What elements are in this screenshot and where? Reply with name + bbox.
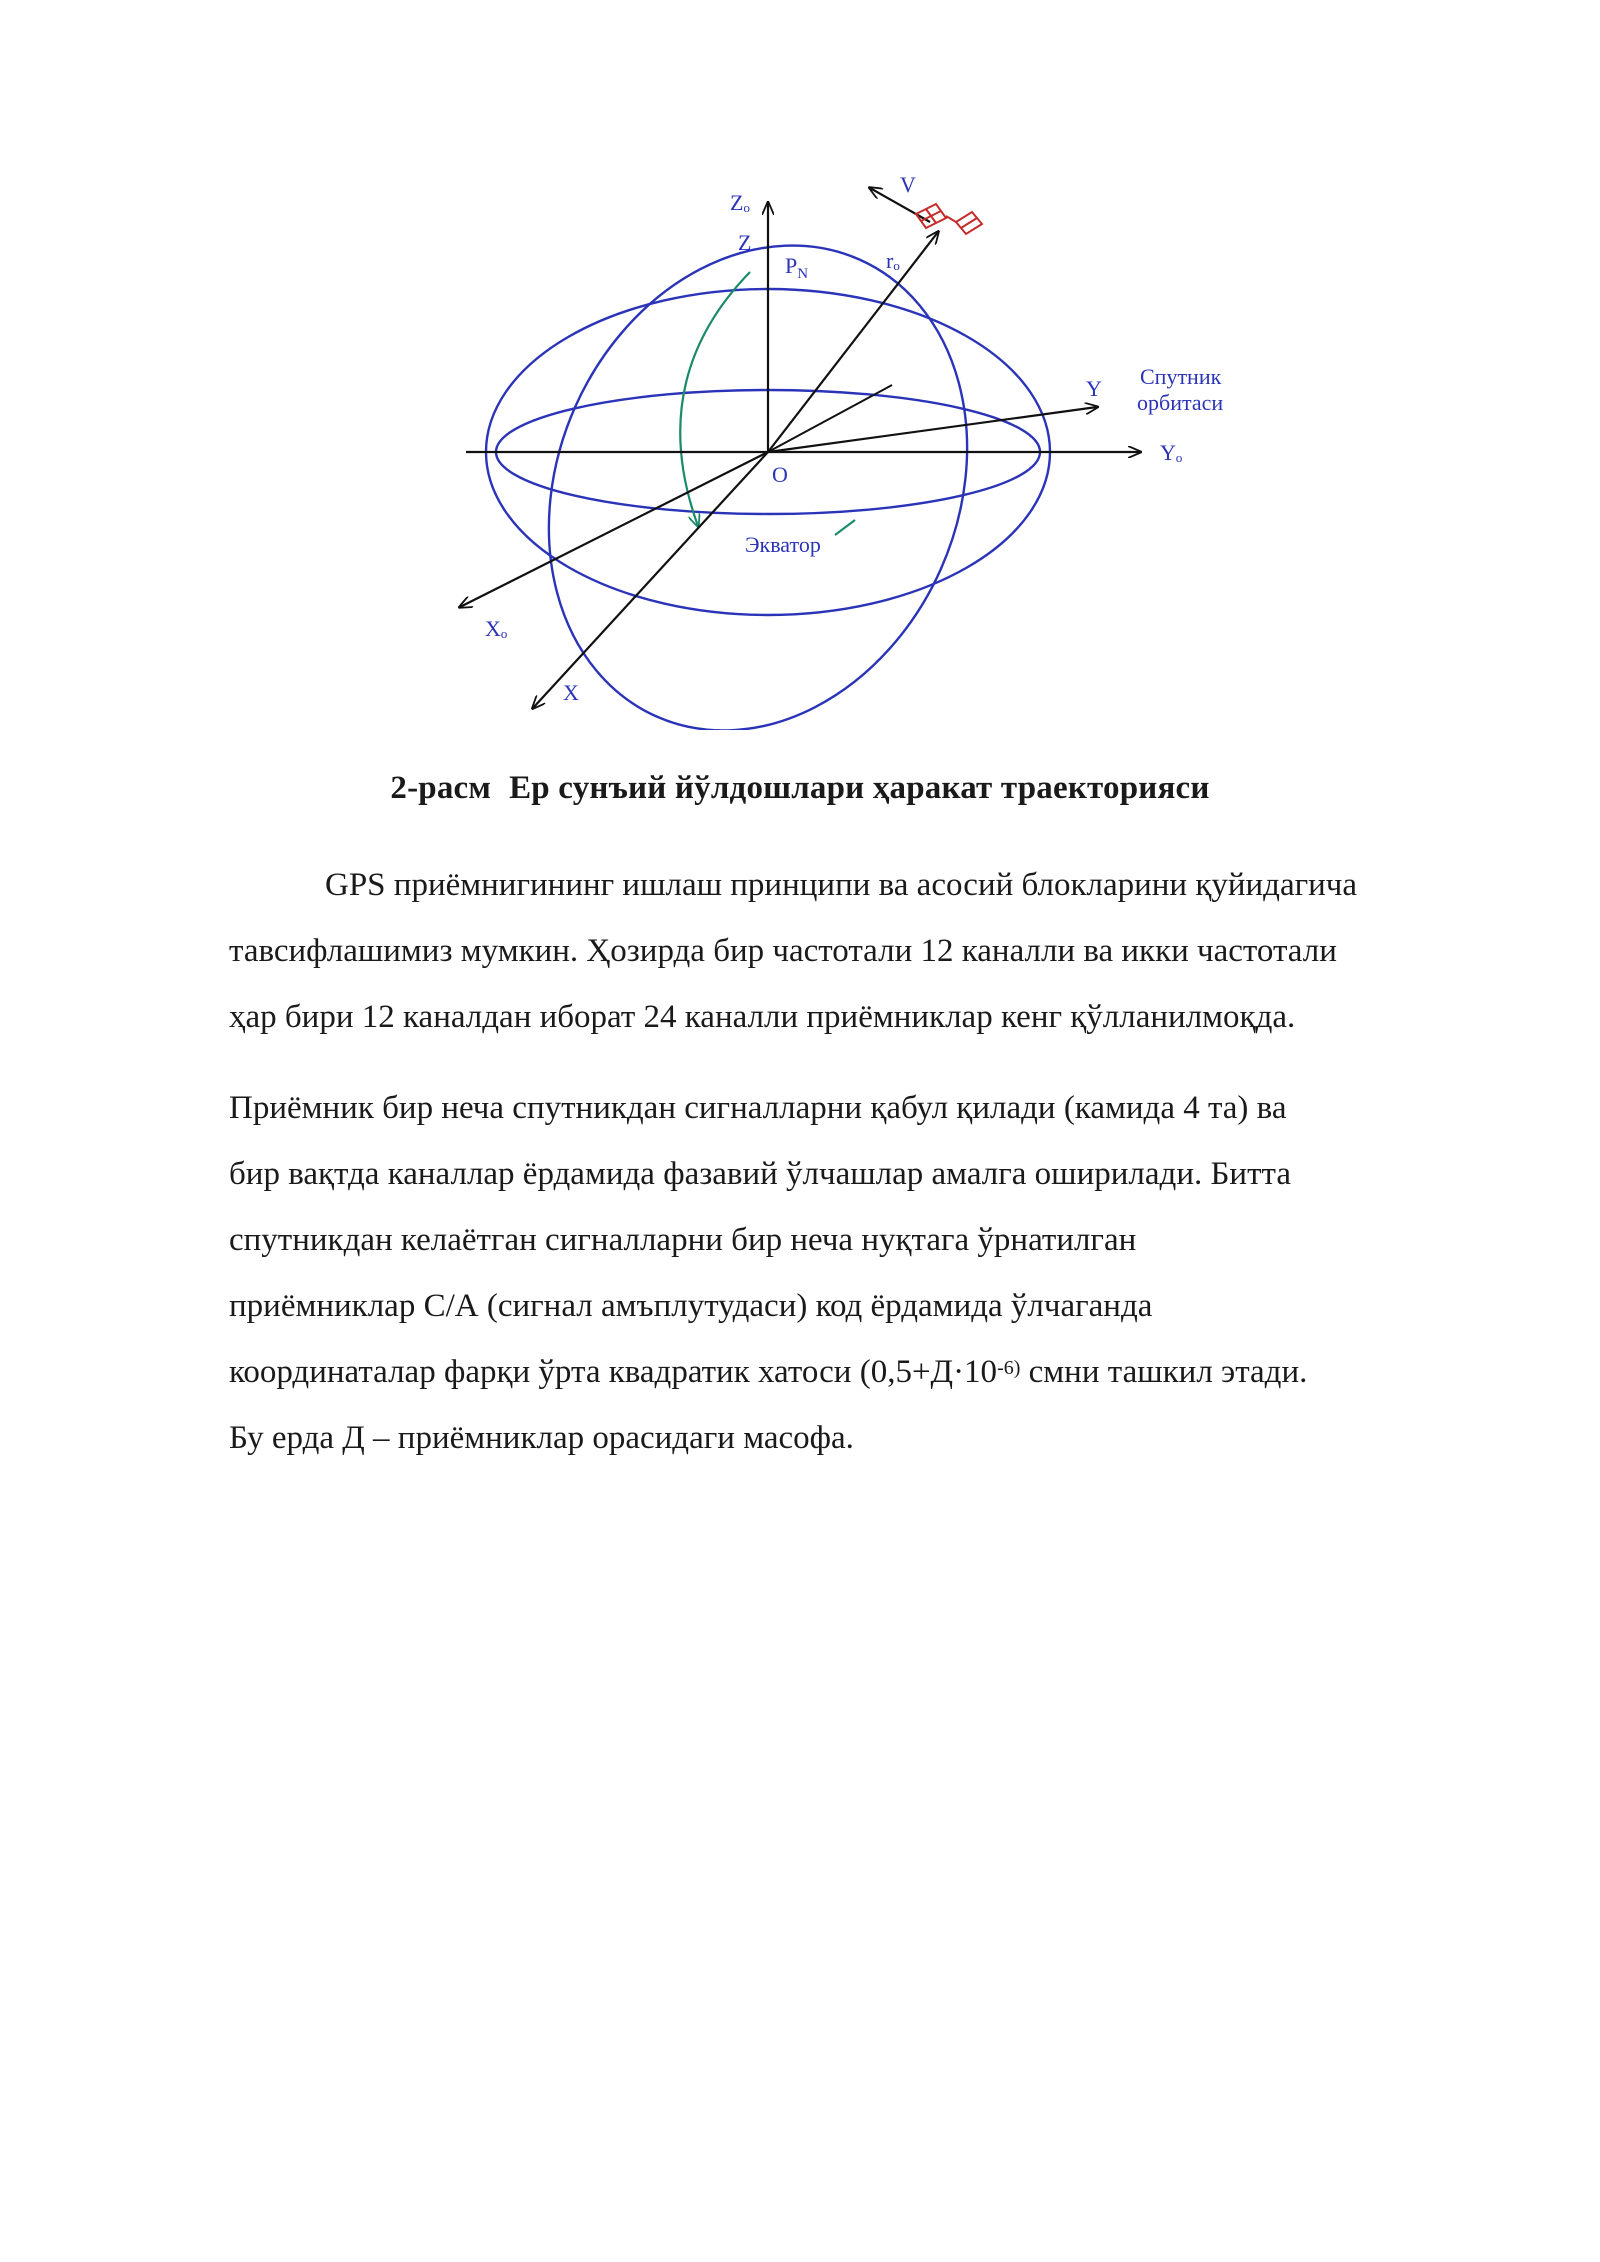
label-equator: Экватор	[745, 532, 821, 557]
label-orbit-line1: Спутник	[1140, 364, 1222, 389]
paragraph-line-formula	[229, 1339, 1529, 1405]
formula-text-before: координаталар фарқи ўрта квадратик хатоси (0,5+Д·10	[229, 1354, 998, 1390]
label-x: X	[563, 680, 579, 705]
paragraph-line: GPS приёмнигининг ишлаш принципи ва асосий блокларини қуйидагича	[325, 867, 1358, 903]
orbit-diagram	[440, 170, 1280, 730]
label-z: Z	[738, 230, 752, 255]
paragraph-line: бир вақтда каналлар ёрдамида фазавий ўлчашлар амалга оширилади. Битта	[229, 1156, 1291, 1192]
axis-x0	[460, 452, 768, 607]
label-r0: rₒ	[886, 248, 900, 273]
label-pn: $P_N$	[785, 253, 809, 282]
satellite-orbit-ellipse	[474, 178, 1043, 730]
paragraph-line: тавсифлашимиз мумкин. Ҳозирда бир частотали 12 каналли ва икки частотали	[229, 933, 1337, 969]
paragraph-line: приёмниклар С/А (сигнал амъплутудаси) код ёрдамида ўлчаганда	[229, 1288, 1153, 1324]
paragraph-line: Бу ерда Д – приёмниклар орасидаги масофа.	[229, 1420, 854, 1456]
figure-caption	[0, 770, 1600, 807]
label-z0: Zₒ	[730, 190, 750, 215]
formula-exponent: -6)	[997, 1357, 1021, 1379]
caption-number: 2-расм	[390, 770, 492, 806]
paragraph-line: спутникдан келаётган сигналларни бир неча нуқтага ўрнатилган	[229, 1222, 1137, 1258]
formula-text-after: смни ташкил этади.	[1020, 1354, 1308, 1390]
label-y0: Yₒ	[1160, 440, 1183, 465]
meridian-curve	[680, 272, 750, 526]
caption-title: Ер сунъий йўлдошлари ҳаракат траекторияси	[509, 770, 1210, 806]
label-o: O	[772, 462, 788, 487]
paragraph-line: ҳар бири 12 каналдан иборат 24 каналли приёмниклар кенг қўлланилмоқда.	[229, 999, 1296, 1035]
label-orbit-line2: орбитаси	[1137, 390, 1224, 415]
paragraph-2	[229, 1075, 1529, 1471]
inclined-z-line	[768, 385, 892, 452]
label-x0: Xₒ	[485, 616, 508, 641]
satellite-icon	[916, 204, 982, 234]
axis-x	[533, 452, 768, 708]
label-v: V	[900, 172, 916, 197]
paragraph-line: Приёмник бир неча спутникдан сигналларни қабул қилади (камида 4 та) ва	[229, 1090, 1287, 1126]
paragraph-1	[229, 852, 1529, 1050]
equator-pointer	[835, 520, 855, 535]
label-y: Y	[1086, 376, 1102, 401]
